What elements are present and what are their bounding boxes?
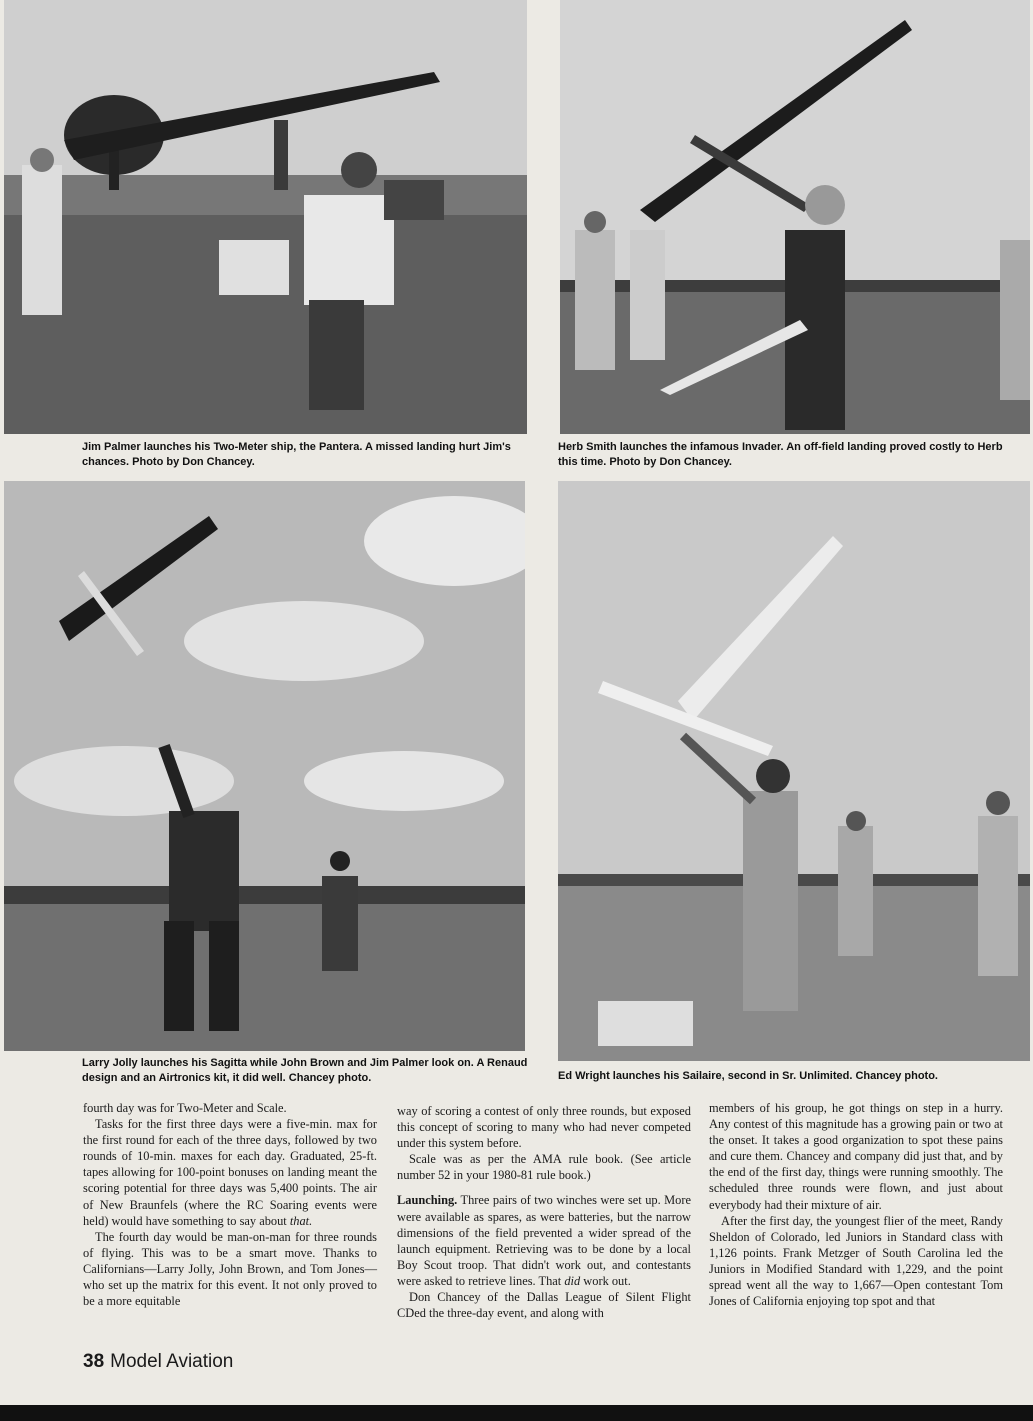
photo-ed-wright-illustration [558,481,1030,1061]
photo-larry-jolly [4,481,525,1051]
photo-ed-wright [558,481,1030,1061]
photo-herb-smith-illustration [560,0,1030,434]
photo-herb-smith [560,0,1030,434]
caption-top-left: Jim Palmer launches his Two-Meter ship, the Pantera. A missed landing hurt Jim's chances. Photo by Don Chancey. [82,441,511,468]
col3-paragraph-2: After the first day, the youngest flier of the meet, Randy Sheldon of Colorado, led Juniors in Standard class with 1,126 points. Frank Metzger of South Carolina led the Juniors in Modified Standard with 1,229, and the point spread went all the way to 1,667—Open contestant Tom Jones of California enjoying top spot and that [709,1213,1003,1309]
col2-emphasis: did [564,1273,581,1288]
col1-emphasis: that. [289,1213,313,1228]
col1-paragraph-2: Tasks for the first three days were a five-min. max for the first round for each of the three days, followed by two rounds of 10-min. maxes for each day. Graduated, 25-ft. tapes allowing for 100-point bonuses on landing meant the scoring potential for three days was 5,400 points. The air of New Braunfels (where the RC Soaring events were held) would have something to say about that. [83,1117,377,1228]
caption-top-right: Herb Smith launches the infamous Invader. An off-field landing proved costly to Herb this time. Photo by Don Chancey. [558,441,1003,468]
col2-paragraph-3: Launching. Three pairs of two winches were set up. More were available as spares, as were batteries, but the narrow dimensions of the field prevented a wider spread of the launch equipment. Retrieving was to be done by a local Boy Scout troop. That didn't work out, and contestants were asked to retrieve lines. That did work out. [397,1193,692,1288]
page-number: 38 [83,1351,105,1372]
col1-paragraph-3: The fourth day would be man-on-man for three rounds of flying. This was to be a smart move. Thanks to Californians—Larry Jolly, John Brown, and Tom Jones—who set up the matrix for this event. It not only proved to be a more equitable [83,1229,377,1309]
col2-paragraph-4: Don Chancey of the Dallas League of Silent Flight CDed the three-day event, and along with [397,1290,691,1321]
page-footer [83,1351,233,1373]
photo-larry-jolly-illustration [4,481,525,1051]
photo-jim-palmer [4,0,527,434]
col2-paragraph-1: way of scoring a contest of only three rounds, but exposed this concept of scoring to many who had never competed under this system before. [397,1104,691,1151]
col1-paragraph-1: fourth day was for Two-Meter and Scale. [83,1101,287,1115]
scan-edge [0,1405,1033,1421]
photo-jim-palmer-illustration [4,0,527,434]
magazine-title: Model Aviation [110,1351,234,1372]
col3-paragraph-1: members of his group, he got things on step in a hurry. Any contest of this magnitude has a growing pain or two at the onset. It takes a good organization to spot these pains and cure them. Chancey and company did just that, and by the end of the first day, things were running smoothly. The scheduled three rounds were flown, and just about everybody had their mixture of air. [709,1101,1003,1212]
col2-paragraph-2: Scale was as per the AMA rule book. (See article number 52 in your 1980-81 rule book.) [397,1152,691,1183]
caption-bottom-left: Larry Jolly launches his Sagitta while John Brown and Jim Palmer look on. A Renaud design and an Airtronics kit, it did well. Chancey photo. [82,1057,528,1084]
article-column-1 [83,1100,377,1309]
launching-subhead: Launching. [397,1193,458,1208]
article-column-2 [397,1103,691,1321]
article-column-3 [709,1100,1003,1309]
caption-bottom-right: Ed Wright launches his Sailaire, second in Sr. Unlimited. Chancey photo. [558,1070,938,1082]
